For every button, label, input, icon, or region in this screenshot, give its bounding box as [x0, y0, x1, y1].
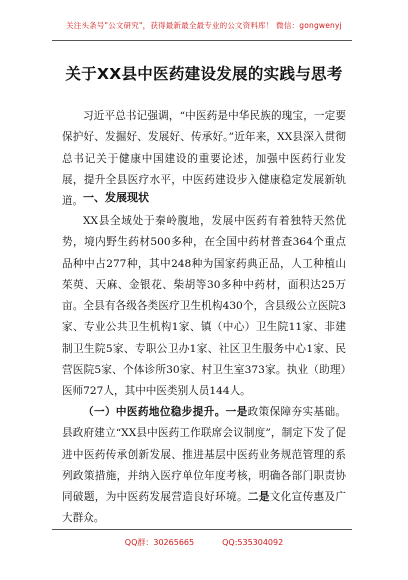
point-text-2: 文化宣传惠及广大群众。 — [62, 491, 347, 525]
header-divider — [52, 40, 352, 41]
header-banner: 关注头条号"公文研究"，获得最新最全最专业的公文资料库！ 微信：gongwenyj — [66, 21, 342, 30]
point-marker-1: 一是 — [225, 406, 248, 418]
subsection-paragraph — [62, 402, 346, 530]
section-heading: 一、发展现状 — [83, 191, 149, 204]
footer — [0, 537, 408, 548]
point-marker-2: 二是 — [247, 491, 270, 504]
footer-qq: QQ:535304092 — [222, 538, 284, 547]
footer-qq-group: QQ群：30265665 — [124, 538, 195, 547]
status-paragraph: XX县全域处于秦岭腹地，发展中医药有着独特天然优势，境内野生药材500多种，在全国中药材普查364个重点品种中占277种，其中248种为国家药典正品，人工种植山茱萸、天麻、金银花、柴胡等30多种中药材，面积达25万亩。全县有各级各类医疗卫生机构430个，含县级公立医院3家、专业公共卫生机构1家、镇（中心）卫生院11家、非建制卫生院5家、专职公卫办1家、社区卫生服务中心1家、民营医院5家、个体诊所30家、村卫生室373家。执业（助理）医师727人，其中中医类别人员144人。 — [62, 215, 346, 398]
point-text-1: 政策保障夯实基础。县政府建立“XX县中医药工作联席会议制度”，制定下发了促进中医药传承创新发展、推进基层中医药业务规范管理的系列政策措施，并纳入医疗单位年度考核，明确各部门职责协同破题，为中医药发展营造良好环境。 — [62, 406, 347, 504]
footer-divider — [52, 529, 352, 530]
intro-paragraph: 习近平总书记强调，“中医药是中华民族的瑰宝，一定要保护好、发掘好、发展好、传承好。”近年来，XX县深入贯彻总书记关于健康中国建设的重要论述，加强中医药行业发展，提升全县医疗水平，中医药建设步入健康稳定发展新轨道。 — [62, 110, 346, 208]
document-title: 关于XX县中医药建设发展的实践与思考 — [65, 65, 343, 83]
subsection-heading: （一）中医药地位稳步提升。 — [83, 406, 226, 418]
